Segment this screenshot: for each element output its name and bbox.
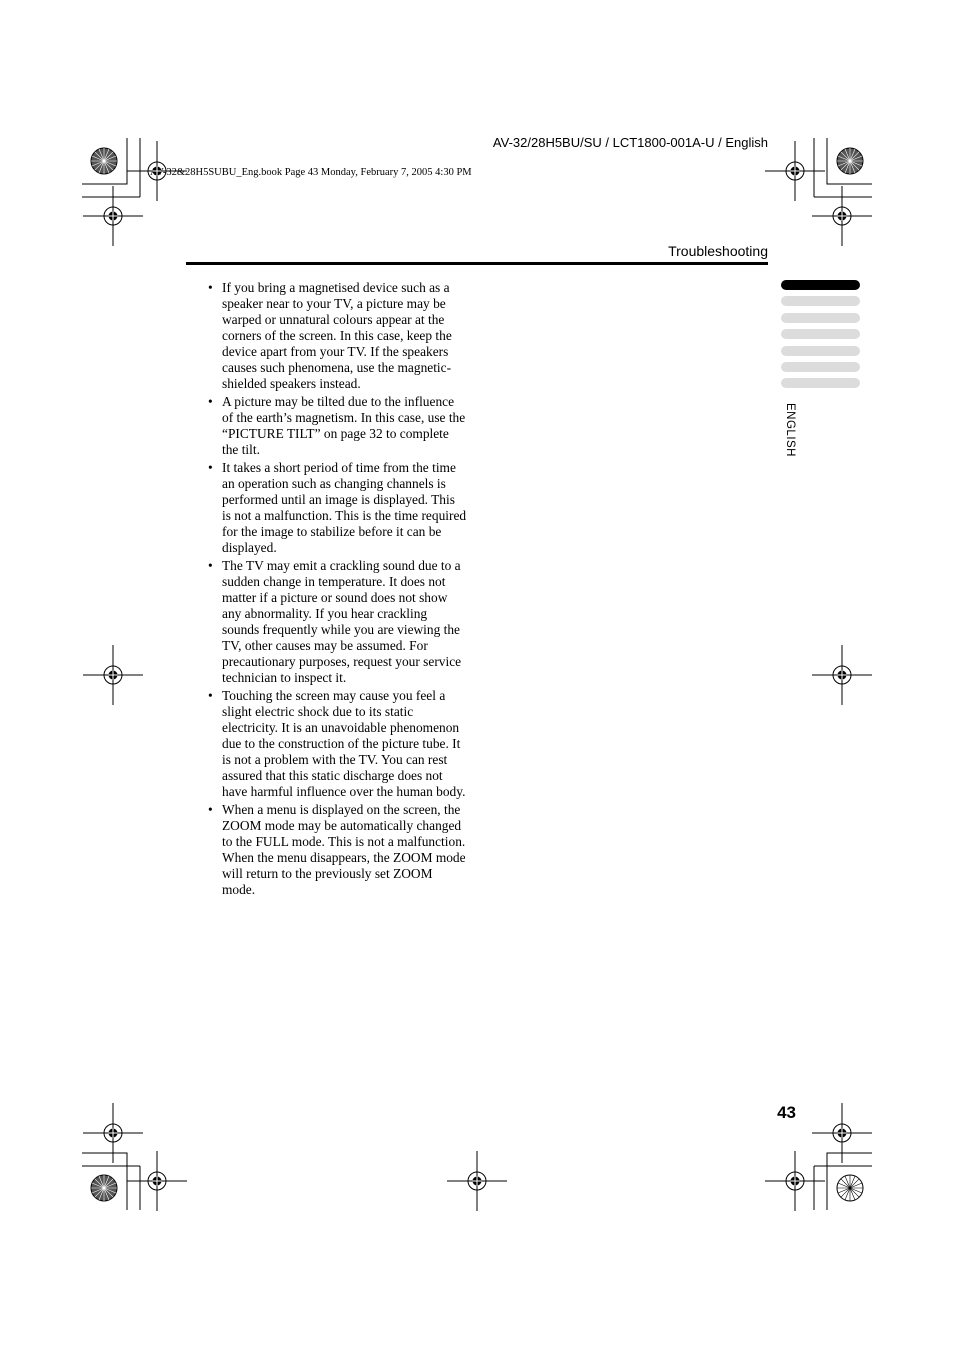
bullet-text: When a menu is displayed on the screen, the ZOOM mode may be automatically changed to the FULL mode. This is not a malfunction. When the menu disappears, the ZOOM mode will return to the previously set ZOOM mode. — [222, 802, 466, 897]
bullet-dot: • — [208, 394, 213, 409]
bullet-dot: • — [208, 802, 213, 817]
page-number: 43 — [777, 1103, 796, 1122]
bullet-text: The TV may emit a crackling sound due to a sudden change in temperature. It does not matter if a picture or sound does not show any abnormality. If you hear crackling sounds frequently while you are viewing the TV, other causes may be assumed. For precautionary purposes, request your service technician to inspect it. — [222, 558, 462, 685]
bullet-dot: • — [208, 558, 213, 573]
bullet-dot: • — [208, 688, 213, 703]
document-id: AV-32/28H5BU/SU / LCT1800-001A-U / English — [492, 135, 768, 150]
language-label: ENGLISH — [784, 403, 796, 457]
bullet-dot: • — [208, 460, 213, 475]
book-info-line: AV-32&28H5SUBU_Eng.book Page 43 Monday, February 7, 2005 4:30 PM — [150, 167, 472, 178]
bullet-text: A picture may be tilted due to the influence of the earth’s magnetism. In this case, use the “PICTURE TILT” on page 32 to complete the tilt. — [222, 394, 466, 457]
bullet-text: It takes a short period of time from the time an operation such as changing channels is performed until an image is displayed. This is not a malfunction. This is the time required for the image to stabilize before it can be displayed. — [222, 460, 467, 555]
section-title: Troubleshooting — [668, 243, 768, 259]
bullet-text: Touching the screen may cause you feel a slight electric shock due to its static electricity. It is an unavoidable phenomenon due to the construction of the picture tube. It is not a problem with the TV. You can rest assured that this static discharge does not have harmful influence over the human body. — [222, 688, 466, 799]
bullet-text: If you bring a magnetised device such as a speaker near to your TV, a picture may be warped or unnatural colours appear at the corners of the screen. In this case, keep the device apart from your TV. If the speakers causes such phenomena, use the magnetic-shielded speakers instead. — [222, 280, 452, 391]
bullet-dot: • — [208, 280, 213, 295]
